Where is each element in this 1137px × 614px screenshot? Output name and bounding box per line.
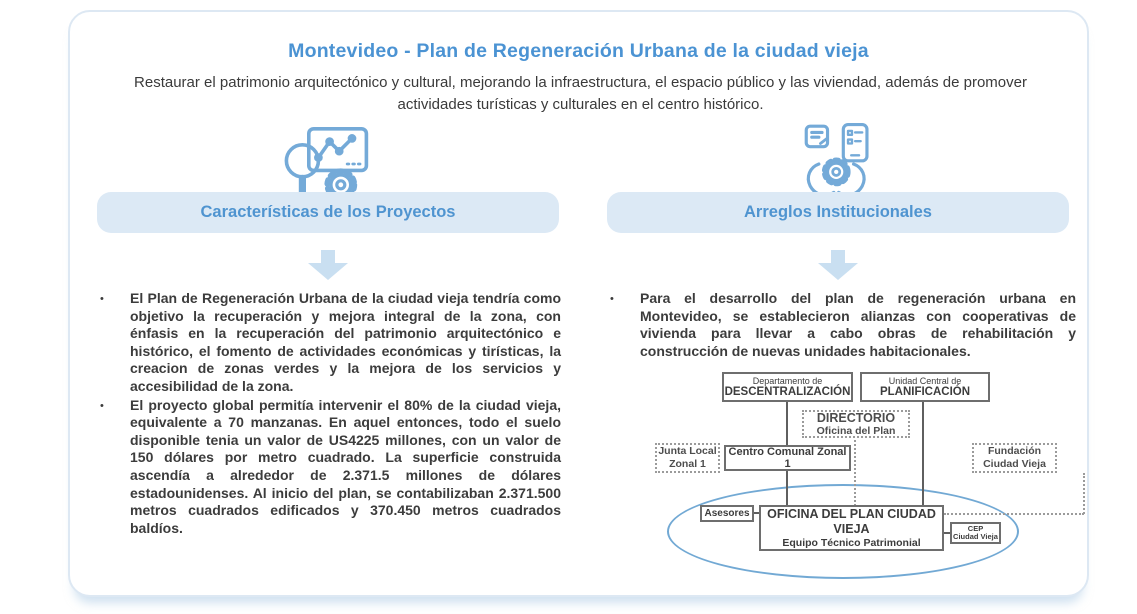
connector-line-dotted (854, 436, 856, 506)
bullet-text: El proyecto global permitía intervenir el 80% de la ciudad vieja, equivalente a 70 manzanas. En aquel entonces, todo el suelo disponible tenia un valor de US4225 millones, con un valor de 150 dólares por metro cuadrado. La superficie construida ascendía a alrededor de 2.371.5 millones de dólares estadounidenses. Al inicio del plan, se contabilizaban 2.371.500 metros cuadrados edificados y 370.450 metros cuadrados baldíos. (130, 396, 561, 536)
section-header-caracteristicas: Características de los Proyectos (97, 192, 559, 233)
org-box-label: Departamento de (752, 375, 823, 386)
page-subtitle: Restaurar el patrimonio arquitectónico y cultural, mejorando la infraestructura, el espacio público y las viviendad, además de promover actividades turísticas y culturales en el centro histórico. (134, 74, 1027, 113)
bullet-text: Para el desarrollo del plan de regeneración urbana en Montevideo, se establecieron alianzas con cooperativas de vivienda para llevar a cabo obras de rehabilitación y construcción de nuevas unidades habitacionales. (640, 290, 1076, 359)
list-item (96, 397, 561, 538)
org-box-label: Fundación (987, 445, 1042, 457)
org-box-label: OFICINA DEL PLAN CIUDAD VIEJA (767, 506, 936, 536)
connector-line (786, 402, 788, 445)
connector-line-dotted (944, 513, 1084, 515)
org-box-label: Asesores (704, 508, 750, 519)
org-box-label: Oficina del Plan (816, 425, 896, 437)
org-box-label: Ciudad Vieja (953, 532, 998, 541)
org-box-label: DIRECTORIO (816, 411, 896, 425)
org-box-junta-local (655, 443, 720, 473)
org-box-label: Unidad Central de (888, 375, 962, 386)
org-box-unidad-central (860, 372, 990, 402)
org-box-cep (950, 522, 1001, 544)
right-bullet-list (606, 290, 1076, 361)
org-box-label: PLANIFICACIÓN (879, 385, 971, 398)
org-box-label: Equipo Técnico Patrimonial (782, 536, 921, 549)
org-box-centro-comunal (724, 445, 851, 471)
org-box-label: Centro Comunal Zonal 1 (728, 446, 847, 470)
connector-line-dotted (1083, 473, 1085, 514)
org-box-departamento (722, 372, 853, 402)
down-arrow-icon (818, 250, 858, 280)
page-title: Montevideo - Plan de Regeneración Urbana de la ciudad vieja (288, 40, 869, 62)
org-box-label: Ciudad Vieja (983, 458, 1046, 470)
left-bullet-list (96, 290, 561, 538)
org-box-label: Zonal 1 (669, 458, 706, 470)
bullet-text: El Plan de Regeneración Urbana de la ciudad vieja tendría como objetivo la recuperación y mejora integral de la zona, con énfasis en la recuperación del patrimonio arquitectónico e histórico, el fomento de actividades económicas y tirísticas, la creacion de zonas verdes y la mejora de los servicios y accesibilidad de la zona. (130, 290, 561, 394)
org-box-label: Junta Local (658, 445, 717, 457)
slide-card (68, 10, 1089, 597)
list-item (606, 290, 1076, 360)
list-item (96, 290, 561, 396)
down-arrow-icon (308, 250, 348, 280)
bullet-icon: • (100, 399, 104, 412)
org-box-label: DESCENTRALIZACIÓN (724, 385, 851, 398)
org-box-oficina-del-plan (759, 505, 944, 551)
org-box-fundacion (972, 443, 1057, 473)
org-box-asesores (700, 505, 754, 522)
section-header-arreglos: Arreglos Institucionales (607, 192, 1069, 233)
bullet-icon: • (100, 293, 104, 305)
org-box-directorio (802, 410, 910, 438)
connector-line (786, 471, 788, 506)
bullet-icon: • (610, 293, 614, 305)
org-box-label: CEP (967, 523, 984, 533)
connector-line (922, 402, 924, 506)
